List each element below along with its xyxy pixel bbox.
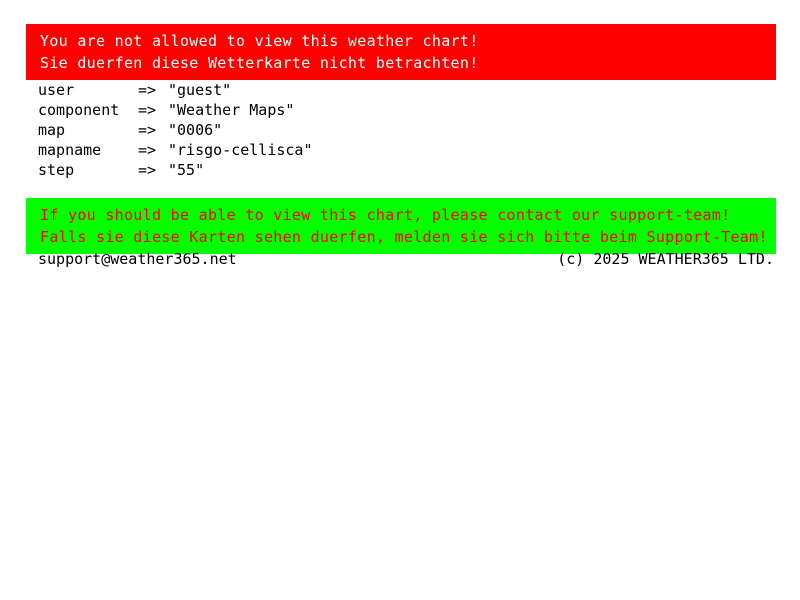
table-row — [38, 100, 313, 120]
param-arrow: => — [138, 161, 157, 179]
param-value-mapname: "risgo-cellisca" — [168, 141, 313, 159]
param-key-step: step — [38, 161, 75, 179]
error-banner-line-en: You are not allowed to view this weather chart! — [40, 32, 479, 50]
copyright-text: (c) 2025 WEATHER365 LTD. — [557, 250, 774, 268]
param-arrow: => — [138, 141, 157, 159]
footer — [38, 249, 774, 269]
param-value-step: "55" — [168, 161, 205, 179]
param-value-component: "Weather Maps" — [168, 101, 295, 119]
table-row — [38, 120, 313, 140]
param-key-component: component — [38, 101, 120, 119]
param-value-user: "guest" — [168, 81, 232, 99]
param-arrow: => — [138, 121, 157, 139]
error-banner — [26, 24, 776, 80]
table-row — [38, 140, 313, 160]
param-key-mapname: mapname — [38, 141, 102, 159]
info-banner-line-en: If you should be able to view this chart, please contact our support-team! — [40, 206, 731, 224]
param-arrow: => — [138, 81, 157, 99]
support-email-link[interactable]: support@weather365.net — [38, 250, 237, 268]
param-key-map: map — [38, 121, 66, 139]
param-value-map: "0006" — [168, 121, 223, 139]
info-banner-line-de: Falls sie diese Karten sehen duerfen, melden sie sich bitte beim Support-Team! — [40, 228, 768, 246]
param-arrow: => — [138, 101, 157, 119]
error-banner-line-de: Sie duerfen diese Wetterkarte nicht betrachten! — [40, 54, 479, 72]
param-key-user: user — [38, 81, 75, 99]
table-row — [38, 160, 313, 180]
info-banner — [26, 198, 776, 254]
table-row — [38, 80, 313, 100]
parameter-table — [38, 80, 313, 180]
parameter-list — [38, 80, 313, 180]
